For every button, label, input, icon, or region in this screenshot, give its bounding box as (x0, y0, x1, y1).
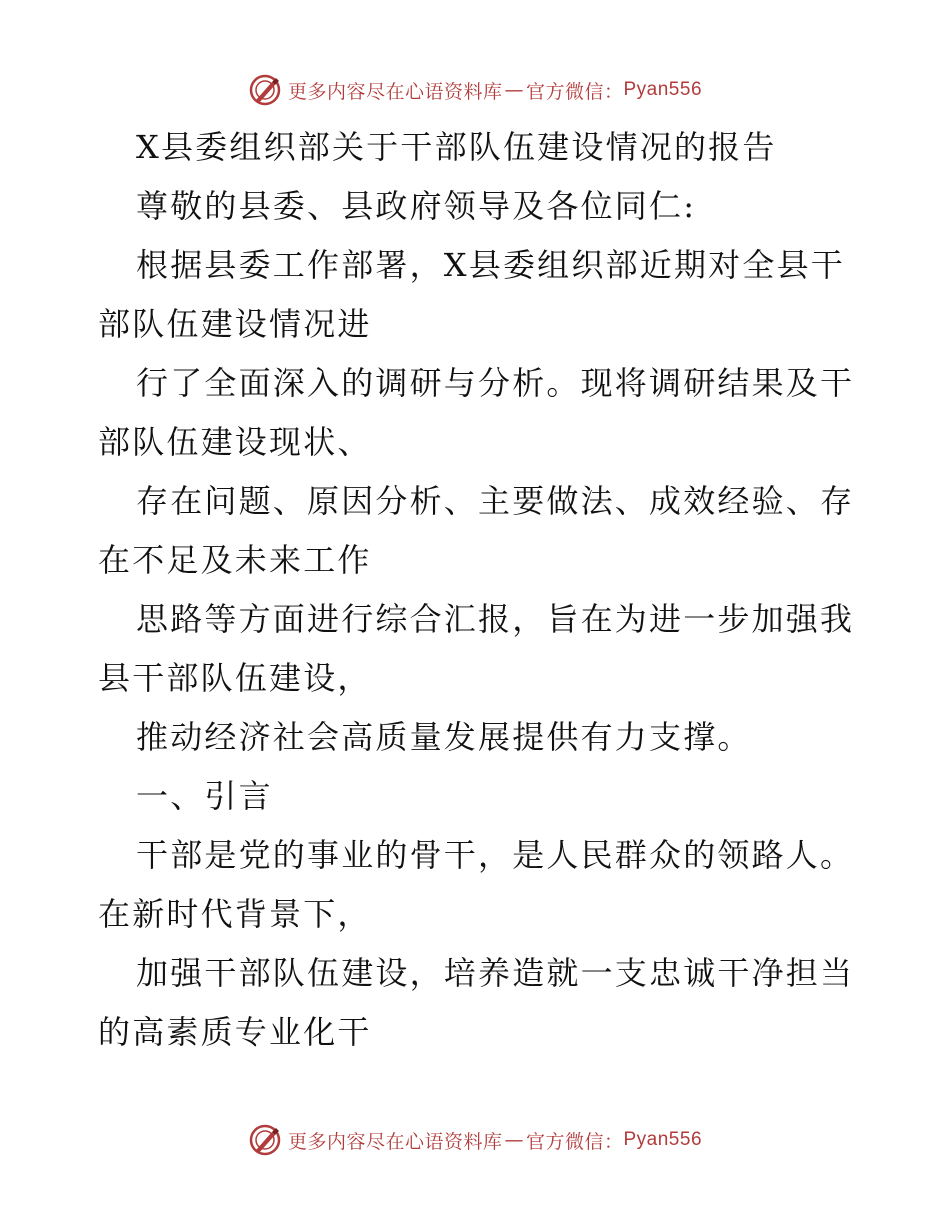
paragraph-line: 在新时代背景下， (98, 895, 372, 933)
watermark-brand: 更多内容尽在心语资料库 (287, 80, 503, 103)
paragraph-line: 的高素质专业化干 (98, 1013, 372, 1051)
paragraph-line: 思路等方面进行综合汇报，旨在为进一步加强我 (136, 600, 855, 638)
watermark-wechat-id: Pyan556 (623, 1129, 703, 1150)
paragraph-line: 部队伍建设情况进 (98, 305, 372, 343)
paragraph-line: 存在问题、原因分析、主要做法、成效经验、存 (136, 482, 855, 520)
paragraph-line: 县干部队伍建设， (98, 659, 372, 697)
paragraph-line: 干部是党的事业的骨干，是人民群众的领路人。 (136, 836, 855, 874)
header-watermark (0, 70, 950, 110)
paragraph-line: 推动经济社会高质量发展提供有力支撑。 (136, 718, 752, 756)
salutation: 尊敬的县委、县政府领导及各位同仁: (136, 187, 697, 225)
paragraph-line: 根据县委工作部署，X县委组织部近期对全县干 (136, 246, 845, 284)
watermark-wechat-label: 官方微信： (525, 80, 624, 103)
watermark-wechat-label: 官方微信： (525, 1130, 624, 1153)
watermark-wechat-id: Pyan556 (623, 79, 703, 100)
document-title: X县委组织部关于干部队伍建设情况的报告 (136, 128, 777, 166)
pen-logo-icon (248, 73, 282, 107)
watermark-separator: — (504, 1129, 524, 1151)
paragraph-line: 行了全面深入的调研与分析。现将调研结果及干 (136, 364, 855, 402)
watermark-separator: — (504, 79, 524, 101)
pen-logo-icon (248, 1123, 282, 1157)
document-body (98, 118, 858, 1062)
paragraph-line: 在不足及未来工作 (98, 541, 372, 579)
footer-watermark (0, 1120, 950, 1160)
paragraph-line: 加强干部队伍建设，培养造就一支忠诚干净担当 (136, 954, 855, 992)
paragraph-line: 部队伍建设现状、 (98, 423, 372, 461)
watermark-brand: 更多内容尽在心语资料库 (287, 1130, 503, 1153)
section-heading: 一、引言 (136, 777, 273, 815)
